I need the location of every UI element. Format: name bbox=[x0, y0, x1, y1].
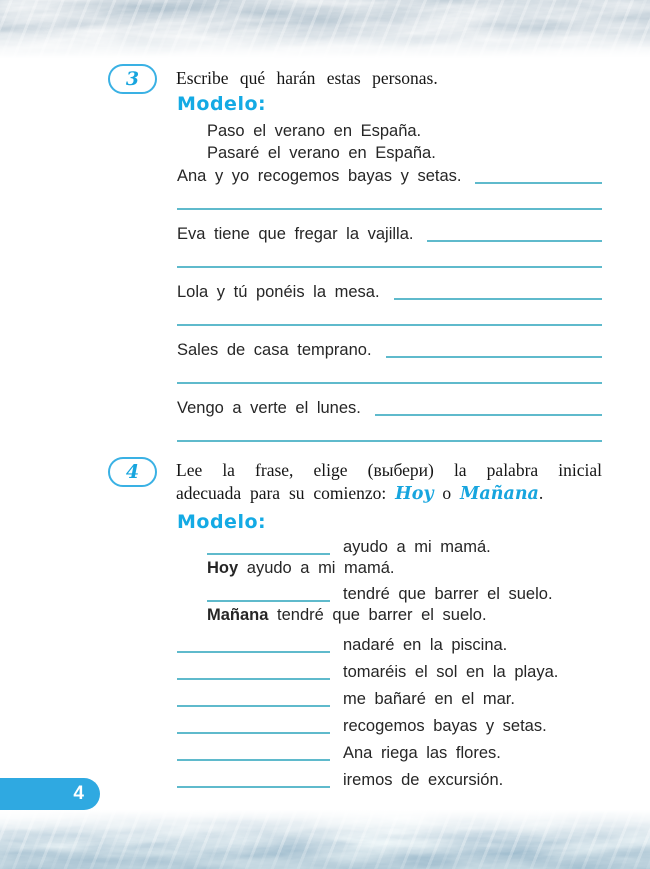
model-sentence-future: Pasaré el verano en España. bbox=[207, 144, 436, 162]
item-sentence: iremos de excursión. bbox=[343, 771, 504, 789]
answer-rule-line[interactable] bbox=[177, 208, 602, 210]
exercise-4-item bbox=[177, 656, 650, 683]
answer-rule-line[interactable] bbox=[177, 382, 602, 384]
answer-blank-line[interactable] bbox=[475, 182, 602, 184]
exercise-4-item bbox=[177, 710, 650, 737]
model-answer-row bbox=[207, 605, 650, 626]
exercise-3-modelo-label: Modelo: bbox=[177, 93, 267, 115]
exercise-4-instruction bbox=[176, 459, 602, 506]
answer-rule-line[interactable] bbox=[177, 324, 602, 326]
answer-blank-line[interactable] bbox=[427, 240, 602, 242]
instruction-line-1: Lee la frase, elige (выбери) la palabra inicial bbox=[176, 460, 602, 480]
exercise-3-badge bbox=[108, 64, 157, 94]
sentence-row bbox=[177, 397, 602, 419]
model-answer-word: Mañana bbox=[207, 606, 269, 624]
item-sentence: Ana y yo recogemos bayas y setas. bbox=[177, 167, 462, 185]
item-sentence: nadaré en la piscina. bbox=[343, 636, 508, 654]
answer-blank-line[interactable] bbox=[207, 553, 330, 555]
model-answer-rest: tendré que barrer el suelo. bbox=[277, 606, 487, 624]
answer-blank-line[interactable] bbox=[177, 759, 330, 761]
answer-blank-line[interactable] bbox=[375, 414, 602, 416]
item-sentence: me bañaré en el mar. bbox=[343, 690, 515, 708]
exercise-4-number: 4 bbox=[125, 460, 140, 483]
answer-blank-line[interactable] bbox=[177, 732, 330, 734]
choice-word-hoy: Hoy bbox=[395, 484, 434, 504]
model-answer-word: Hoy bbox=[207, 559, 239, 577]
sentence-row bbox=[177, 223, 602, 245]
ice-fade-bottom bbox=[0, 810, 650, 869]
item-sentence: recogemos bayas y setas. bbox=[343, 717, 547, 735]
choice-word-manana: Mañana bbox=[460, 484, 539, 504]
exercise-3-model-lines bbox=[207, 120, 650, 164]
instruction-line-2 bbox=[176, 482, 602, 506]
exercise-3-header bbox=[108, 63, 602, 94]
item-sentence: Vengo a verte el lunes. bbox=[177, 399, 361, 417]
answer-blank-line[interactable] bbox=[207, 600, 330, 602]
exercise-4-item bbox=[177, 764, 650, 791]
item-sentence: tomaréis el sol en la playa. bbox=[343, 663, 559, 681]
answer-rule-line[interactable] bbox=[177, 266, 602, 268]
exercise-3-item bbox=[177, 281, 602, 326]
item-sentence: Sales de casa temprano. bbox=[177, 341, 372, 359]
answer-blank-line[interactable] bbox=[177, 678, 330, 680]
bottom-ice-texture bbox=[0, 810, 650, 869]
choice-connector: o bbox=[442, 483, 452, 503]
exercise-3-item bbox=[177, 223, 602, 268]
answer-blank-line[interactable] bbox=[394, 298, 602, 300]
answer-blank-line[interactable] bbox=[386, 356, 602, 358]
exercise-4-badge bbox=[108, 457, 157, 487]
answer-blank-line[interactable] bbox=[177, 651, 330, 653]
exercise-4-items bbox=[177, 629, 650, 791]
item-sentence: Ana riega las flores. bbox=[343, 744, 501, 762]
answer-blank-line[interactable] bbox=[177, 705, 330, 707]
sentence-row bbox=[177, 339, 602, 361]
model-answer-row bbox=[207, 558, 650, 579]
answer-rule-line[interactable] bbox=[177, 440, 602, 442]
exercise-4-header bbox=[108, 456, 602, 506]
exercise-4-item bbox=[177, 683, 650, 710]
sentence-row bbox=[177, 281, 602, 303]
exercise-4-modelo-label: Modelo: bbox=[177, 511, 267, 533]
page-number: 4 bbox=[73, 783, 84, 804]
exercise-3-item bbox=[177, 339, 602, 384]
exercise-3-items bbox=[177, 165, 602, 442]
ice-fade-top bbox=[0, 0, 650, 58]
model-sentence-present: Paso el verano en España. bbox=[207, 122, 422, 140]
model-blank-row bbox=[207, 537, 650, 558]
page-number-tab bbox=[0, 778, 100, 810]
item-sentence: Eva tiene que fregar la vajilla. bbox=[177, 225, 414, 243]
model-blank-sentence: ayudo a mi mamá. bbox=[343, 538, 491, 556]
exercise-3-item bbox=[177, 165, 602, 210]
item-sentence: Lola y tú ponéis la mesa. bbox=[177, 283, 380, 301]
exercise-4-model-pairs bbox=[207, 537, 650, 626]
top-ice-texture bbox=[0, 0, 650, 58]
instruction-line-2-text: adecuada para su comienzo: bbox=[176, 483, 387, 503]
exercise-3-number: 3 bbox=[125, 67, 140, 90]
sentence-row bbox=[177, 165, 602, 187]
exercise-3-instruction: Escribe qué harán estas personas. bbox=[176, 68, 438, 88]
exercise-4-item bbox=[177, 737, 650, 764]
model-answer-rest: ayudo a mi mamá. bbox=[246, 559, 395, 577]
model-blank-sentence: tendré que barrer el suelo. bbox=[343, 585, 553, 603]
exercise-3-item bbox=[177, 397, 602, 442]
model-blank-row bbox=[207, 584, 650, 605]
exercise-4-item bbox=[177, 629, 650, 656]
sentence-period: . bbox=[538, 483, 544, 503]
answer-blank-line[interactable] bbox=[177, 786, 330, 788]
page-content bbox=[0, 58, 650, 791]
